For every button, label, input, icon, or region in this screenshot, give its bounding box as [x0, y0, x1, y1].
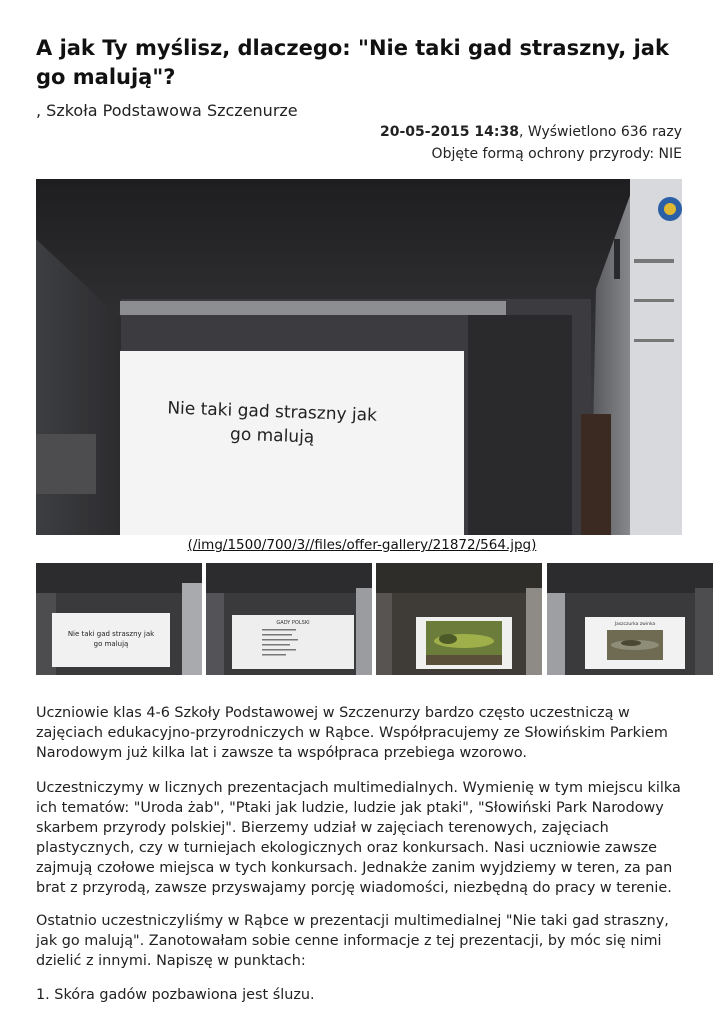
date-views-line: [380, 121, 682, 143]
paragraph-2: Uczestniczymy w licznych prezentacjach multimedialnych. Wymienię w tym miejscu kilka ich tematów: "Uroda żab", "Ptaki jak ludzie, ludzie jak ptaki", "Słowiński Park Narodowy skarbem przyrody polskiej". Bierzemy udział w zajęciach terenowych, zajęciach plastycznych, czy w turniejach ekologicznych oraz konkursach. Nasi uczniowie zawsze zajmują czołowe miejsca w tych konkursach. Jednakże zanim wyjdziemy w teren, za pan brat z przyrodą, zawsze przyswajamy porcję wiadomości, niezbędną do pracy w terenie.: [36, 780, 681, 896]
thumb-1-text-2: go malują: [93, 640, 129, 648]
author-school: , Szkoła Podstawowa Szczenurze: [36, 101, 298, 120]
gallery-thumbnail-2[interactable]: [206, 563, 372, 675]
hero-screen-text-2: go malują: [229, 424, 315, 448]
hero-scene: [36, 179, 682, 535]
image-link[interactable]: (/img/1500/700/3//files/offer-gallery/21872/564.jpg): [187, 537, 537, 553]
paragraph-1: Uczniowie klas 4-6 Szkoły Podstawowej w Szczenurzy bardzo często uczestniczą w zajęciach edukacyjno-przyrodniczych w Rąbce. Współpracujemy ze Słowińskim Parkiem Narodowym już kilka lat i zawsze ta współpraca przebiega wzorowo.: [36, 705, 668, 761]
protection-status: Objęte formą ochrony przyrody: NIE: [431, 146, 682, 162]
thumb-4-title: Jaszczurka zwinka: [614, 622, 656, 627]
hero-photo[interactable]: [36, 179, 682, 535]
gallery-thumbnail-1[interactable]: [36, 563, 202, 675]
article-title: A jak Ty myślisz, dlaczego: "Nie taki gad straszny, jak go malują"?: [36, 36, 669, 89]
gallery-thumbnail-4[interactable]: [547, 563, 713, 675]
hero-caption: [0, 536, 724, 554]
gallery-thumbnail-3[interactable]: [376, 563, 542, 675]
view-count: , Wyświetlono 636 razy: [518, 124, 682, 140]
paragraph-4: 1. Skóra gadów pozbawiona jest śluzu.: [36, 987, 315, 1003]
thumb-1-text-1: Nie taki gad straszny jak: [67, 630, 155, 638]
article-meta: [380, 121, 682, 165]
publish-date: 20-05-2015 14:38: [379, 124, 519, 140]
thumb-2-title: GADY POLSKI: [276, 620, 310, 626]
paragraph-3: Ostatnio uczestniczyliśmy w Rąbce w prezentacji multimedialnej "Nie taki gad straszny, jak go malują". Zanotowałam sobie cenne informacje z tej prezentacji, by móc się nimi dzielić z innymi. Napiszę w punktach:: [36, 913, 669, 969]
hero-screen-text-1: Nie taki gad straszny jak: [167, 398, 378, 426]
